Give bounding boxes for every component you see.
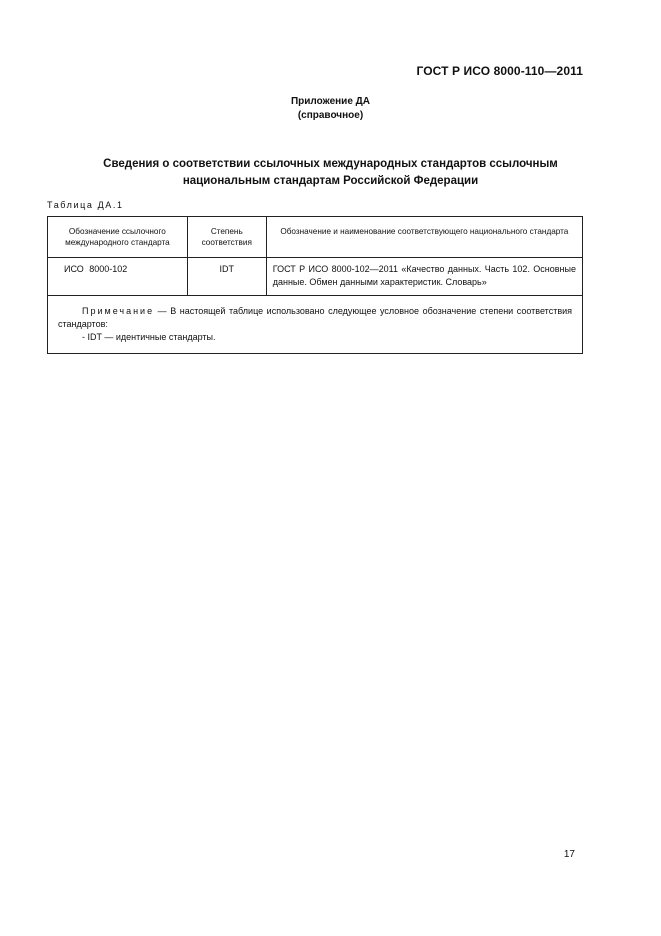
header-international-standard: Обозначение ссылочного международного стандарта bbox=[48, 217, 188, 258]
cell-degree: IDT bbox=[187, 258, 266, 296]
appendix-subtitle: (справочное) bbox=[297, 110, 364, 121]
correspondence-table bbox=[47, 216, 583, 354]
standard-code: ГОСТ Р ИСО 8000-110—2011 bbox=[416, 64, 583, 78]
note-list-item: - IDT — идентичные стандарты. bbox=[82, 332, 216, 342]
appendix-heading bbox=[0, 95, 661, 123]
section-title-line-2: национальным стандартам Российской Федерации bbox=[182, 175, 479, 187]
cell-international-standard: ИСО 8000-102 bbox=[48, 258, 188, 296]
cell-national-standard: ГОСТ Р ИСО 8000-102—2011 «Качество данных. Часть 102. Основные данные. Обмен данными характеристик. Словарь» bbox=[266, 258, 582, 296]
header-degree-of-correspondence: Степень соответствия bbox=[187, 217, 266, 258]
page-number: 17 bbox=[563, 849, 575, 860]
table-caption: Таблица ДА.1 bbox=[47, 200, 124, 210]
header-national-standard: Обозначение и наименование соответствующего национального стандарта bbox=[266, 217, 582, 258]
appendix-title: Приложение ДА bbox=[290, 96, 371, 107]
note-text bbox=[58, 305, 572, 331]
section-title bbox=[0, 156, 661, 190]
note-body: — В настоящей таблице использовано следующее условное обозначение степени соответствия стандартов: bbox=[58, 306, 572, 329]
table-note bbox=[48, 296, 583, 354]
table-header-row bbox=[48, 217, 583, 258]
note-label: Примечание bbox=[82, 306, 155, 316]
table-note-row bbox=[48, 296, 583, 354]
section-title-line-1: Сведения о соответствии ссылочных международных стандартов ссылочным bbox=[103, 158, 558, 170]
table-row bbox=[48, 258, 583, 296]
